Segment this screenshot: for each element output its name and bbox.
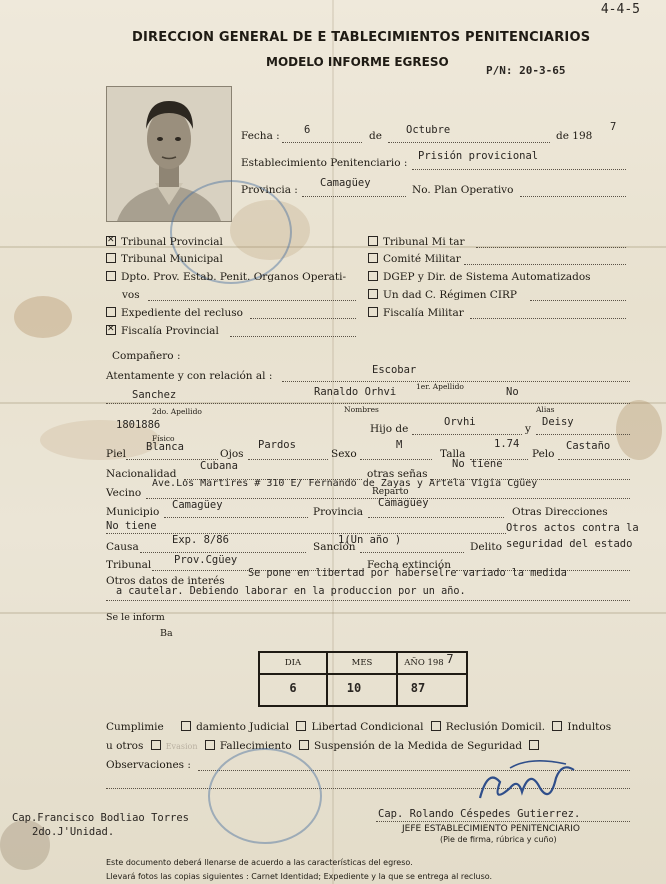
alias-label: Alias	[536, 405, 555, 414]
checkbox-label: Tribunal Mi tar	[383, 236, 465, 248]
nombres-line	[106, 403, 630, 404]
checkbox-icon[interactable]	[368, 236, 378, 246]
fecha-day-line	[282, 142, 362, 143]
causa-label: Causa	[106, 541, 139, 553]
fecha-de-label: de	[369, 130, 382, 142]
signer-left-name: Cap.Francisco Bodliao Torres	[12, 812, 190, 824]
delito-value-1: Otros actos contra la	[506, 522, 639, 534]
checkbox-label: Dpto. Prov. Estab. Penit. Organos Operati-	[121, 271, 347, 283]
causa-value: Exp. 8/86	[172, 534, 229, 546]
otros-datos-value-1: Se pone en libertad por haberselre variado la medida	[248, 568, 567, 579]
checkbox-icon[interactable]	[106, 253, 116, 263]
municipio-line	[164, 517, 308, 518]
piel-value: Blanca	[146, 441, 184, 453]
checkbox-dpto-prov-cont: vos	[122, 289, 140, 301]
companero-label: Compañero :	[112, 350, 181, 362]
otras-direcciones-value: No tiene	[106, 520, 157, 532]
pelo-label: Pelo	[532, 448, 555, 460]
suspension-label: Suspensión de la Medida de Seguridad	[314, 740, 523, 752]
checkbox-fiscalia-provincial[interactable]	[106, 325, 219, 337]
ojos-value: Pardos	[258, 439, 296, 451]
checkbox-label: Tribunal Municipal	[121, 253, 223, 265]
checkbox-icon[interactable]	[106, 307, 116, 317]
fecha-year-digit: 7	[610, 121, 617, 133]
provincia-line	[302, 196, 406, 197]
checkbox-evasion[interactable]	[151, 740, 161, 750]
sancion-value-text: 1(Un año )	[338, 534, 402, 546]
otras-direcciones-label: Otras Direcciones	[512, 506, 608, 518]
piel-label: Piel	[106, 448, 126, 460]
checkbox-libertad-condicional[interactable]	[296, 721, 306, 731]
checkbox-label: Expediente del recluso	[121, 307, 243, 319]
checkbox-label: DGEP y Dir. de Sistema Automatizados	[383, 271, 591, 283]
establecimiento-label: Establecimiento Penitenciario :	[241, 157, 408, 169]
table-header-ano-digit: 7	[446, 652, 454, 666]
causa-line	[140, 552, 306, 553]
checkbox-tribunal-municipal[interactable]	[106, 253, 223, 265]
handwritten-signature-icon	[470, 748, 580, 810]
table-header-dia: DIA	[284, 658, 302, 668]
nombres-value: Ranaldo Orhvi	[314, 386, 397, 398]
signer-right-cargo: JEFE ESTABLECIMIENTO PENITENCIARIO	[402, 824, 581, 834]
ojos-line	[248, 459, 328, 460]
unidad-cirp-line	[530, 300, 626, 301]
sancion-label: Sanción	[313, 541, 356, 553]
official-stamp-lower	[208, 748, 322, 844]
checkbox-comite-militar[interactable]	[368, 253, 461, 265]
corner-code: 4-4-5	[600, 2, 640, 17]
provincia2-label: Provincia	[313, 506, 363, 518]
document-title: DIRECCION GENERAL DE E TABLECIMIENTOS PENITENCIARIOS	[132, 30, 591, 45]
checkbox-icon[interactable]	[106, 236, 116, 246]
ojos-label: Ojos	[220, 448, 244, 460]
pelo-value: Castaño	[566, 440, 611, 452]
form-code: P/N: 20-3-65	[486, 64, 566, 77]
stain	[14, 296, 72, 338]
tribunal-militar-line	[476, 247, 626, 248]
stain	[616, 400, 662, 460]
checkbox-unidad-cirp[interactable]	[368, 289, 517, 301]
sancion-line	[360, 552, 464, 553]
nombres-label: Nombres	[344, 405, 379, 414]
fecha-day-value: 6	[304, 124, 311, 136]
checkbox-indultos[interactable]	[552, 721, 562, 731]
establecimiento-value: Prisión provicional	[418, 150, 539, 162]
hijo-de-label: Hijo de	[370, 423, 409, 435]
provincia2-line	[368, 517, 504, 518]
signer-left-rank: 2do.J'Unidad.	[32, 826, 115, 838]
libertad-condicional-label: Libertad Condicional	[311, 721, 424, 733]
date-table	[258, 651, 468, 707]
table-cell-mes: 10	[346, 681, 362, 695]
checkbox-label: Comité Militar	[383, 253, 461, 265]
mandamiento-label: damiento Judicial	[196, 721, 290, 733]
fallecimiento-label: Fallecimiento	[219, 740, 292, 752]
tribunal-value: Prov.Cgüey	[174, 554, 238, 566]
vos-line	[148, 300, 356, 301]
checkbox-tribunal-provincial[interactable]	[106, 236, 223, 248]
reclusion-domicil-label: Reclusión Domicil.	[445, 721, 546, 733]
checkbox-icon[interactable]	[368, 307, 378, 317]
footer-line-2: Llevará fotos las copias siguientes : Carnet Identidad; Expediente y la que se entrega al recluso.	[106, 872, 493, 881]
checkbox-icon[interactable]	[368, 289, 378, 299]
provincia2-value: Camagüey	[378, 497, 429, 509]
observaciones-label: Observaciones :	[106, 759, 191, 771]
signer-right-note: (Pie de firma, rúbrica y cuño)	[440, 835, 557, 844]
nacionalidad-value: Cubana	[200, 460, 238, 472]
ba-label: Ba	[160, 628, 173, 639]
apellido2-label: 2do. Apellido	[152, 407, 202, 416]
checkbox-reclusion-domicil[interactable]	[431, 721, 441, 731]
checkbox-icon[interactable]	[106, 271, 116, 281]
table-header-ano: AÑO 198	[404, 658, 444, 668]
checkbox-icon[interactable]	[368, 271, 378, 281]
checkbox-label: Fiscalía Provincial	[121, 325, 219, 337]
u-otros-label: u otros	[106, 740, 144, 752]
checkbox-fiscalia-militar[interactable]	[368, 307, 464, 319]
delito-label: Delito	[470, 541, 502, 553]
padre-line	[412, 434, 522, 435]
municipio-label: Municipio	[106, 506, 160, 518]
vecino-label: Vecino	[106, 487, 142, 499]
fecha-label: Fecha :	[241, 130, 280, 142]
tribunal-label: Tribunal	[106, 559, 152, 571]
table-divider	[260, 673, 466, 675]
table-cell-ano: 87	[410, 681, 426, 695]
checkbox-label: Tribunal Provincial	[121, 236, 223, 248]
checkbox-expediente[interactable]	[106, 307, 243, 319]
municipio-value: Camagüey	[172, 499, 223, 511]
otros-datos-label: Otros datos de interés	[106, 575, 225, 587]
checkbox-suspension[interactable]	[299, 740, 309, 750]
sancion-value	[334, 534, 401, 546]
otros-datos-line	[106, 600, 630, 601]
establecimiento-line	[412, 169, 626, 170]
otras-senas-label: otras señas	[367, 468, 428, 480]
checkbox-tribunal-militar[interactable]	[368, 236, 465, 248]
provincia-value: Camagüey	[320, 177, 371, 189]
checkbox-label: Un dad C. Régimen CIRP	[383, 289, 517, 301]
sexo-value: M	[396, 439, 403, 451]
atentamente-label: Atentamente y con relación al :	[106, 370, 273, 382]
table-cell-dia: 6	[289, 681, 297, 695]
plan-operativo-label: No. Plan Operativo	[412, 184, 514, 196]
delito-value-2: seguridad del estado	[506, 538, 633, 550]
checkbox-dpto-prov[interactable]	[106, 271, 346, 283]
sexo-line	[360, 459, 432, 460]
checkbox-mandamiento[interactable]	[181, 721, 191, 731]
nacionalidad-label: Nacionalidad	[106, 468, 177, 480]
fecha-nacimiento-value: 1801886	[116, 419, 161, 431]
document-subtitle: MODELO INFORME EGRESO	[266, 55, 449, 69]
sexo-label: Sexo	[331, 448, 357, 460]
footer-line-1: Este documento deberá llenarse de acuerdo a las características del egreso.	[106, 858, 413, 867]
indultos-label: Indultos	[567, 721, 612, 733]
padre-value: Orvhi	[444, 416, 476, 428]
apellido2-value: Sanchez	[132, 389, 177, 401]
cumplimiento-label: Cumplimie	[106, 721, 164, 733]
checkbox-dgep[interactable]	[368, 271, 591, 283]
se-informa-label: Se le inform	[106, 612, 165, 623]
signature-line	[376, 821, 630, 822]
fiscalia-militar-line	[470, 318, 626, 319]
fecha-year-label: de 198	[556, 130, 593, 142]
checkbox-label: Fiscalía Militar	[383, 307, 464, 319]
otras-senas-value: No tiene	[452, 458, 503, 470]
checkbox-fallecimiento[interactable]	[205, 740, 215, 750]
comite-militar-line	[464, 264, 626, 265]
checkbox-icon[interactable]	[368, 253, 378, 263]
plan-operativo-line	[520, 196, 626, 197]
apellido1-label: 1er. Apellido	[416, 382, 464, 391]
signer-right-typed: Cap. Rolando Céspedes Gutierrez.	[378, 808, 581, 820]
fecha-month-value: Octubre	[406, 124, 451, 136]
evasion-label: Evasion	[165, 742, 198, 751]
madre-line	[536, 434, 630, 435]
fiscalia-provincial-line	[230, 336, 356, 337]
fecha-extincion-label: Fecha extinción	[367, 559, 451, 571]
otros-datos-value-2: a cautelar. Debiendo laborar en la produccion por un año.	[116, 586, 466, 597]
madre-value: Deisy	[542, 416, 574, 428]
pelo-line	[558, 459, 630, 460]
talla-value: 1.74	[494, 438, 520, 450]
fecha-month-line	[388, 142, 550, 143]
fisico-label: Físico	[152, 434, 175, 443]
cumplimiento-line-1	[106, 721, 611, 733]
apellido1-value: Escobar	[372, 364, 417, 376]
expediente-line	[250, 318, 356, 319]
y-label: y	[525, 423, 531, 435]
alias-value: No	[506, 386, 519, 398]
checkbox-icon[interactable]	[106, 325, 116, 335]
reparto-label: Reparto	[372, 487, 409, 497]
table-header-mes: MES	[351, 658, 373, 668]
provincia-label: Provincia :	[241, 184, 298, 196]
vecino-value: Ave.Los Martires # 310 E/ Fernando de Zayas y Artela Vigia Cgüey	[152, 478, 538, 489]
otras-direcciones-line	[106, 533, 506, 534]
talla-label: Talla	[440, 448, 466, 460]
